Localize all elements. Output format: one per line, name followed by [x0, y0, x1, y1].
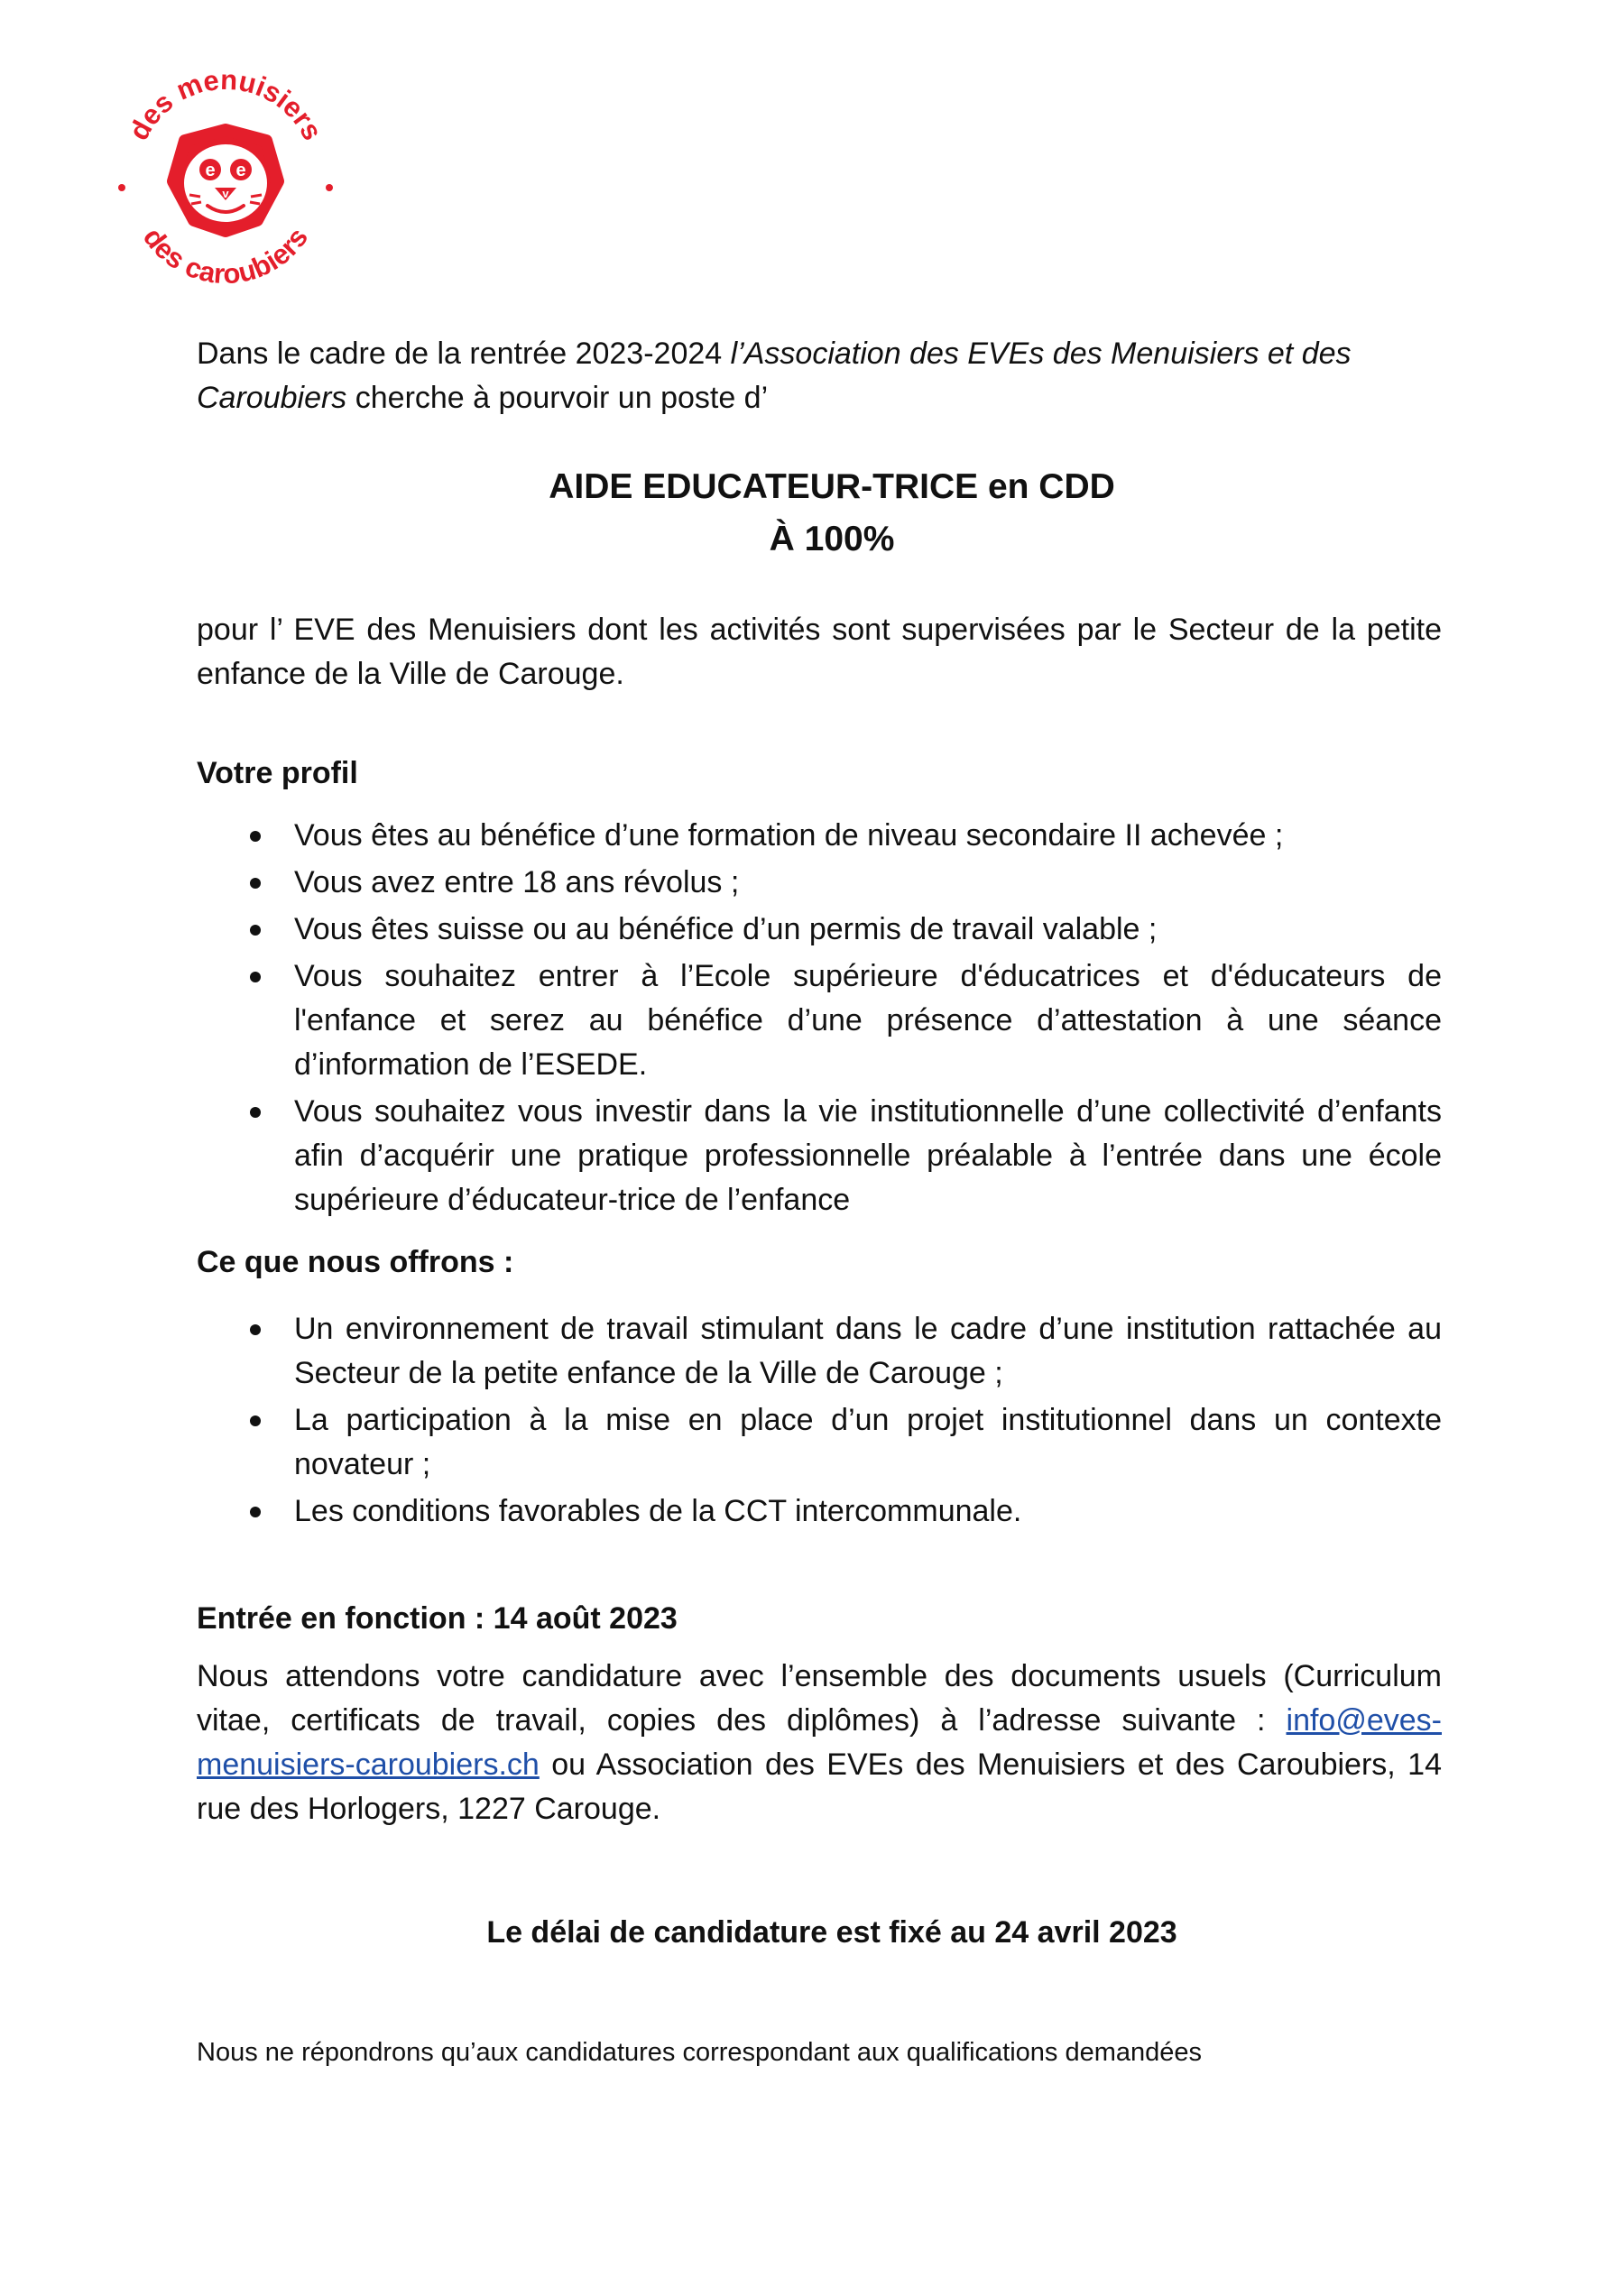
profile-heading: Votre profil	[197, 756, 358, 790]
logo-text-bottom: des caroubiers	[136, 221, 315, 290]
bullet-icon	[250, 925, 261, 936]
logo-dot-left	[118, 184, 125, 191]
list-item: Un environnement de travail stimulant dans le cadre d’une institution rattachée au Secteur de la petite enfance de la Ville de Carouge ;	[197, 1307, 1442, 1396]
footer-note: Nous ne répondrons qu’aux candidatures correspondant aux qualifications demandées	[197, 2038, 1203, 2067]
email-link[interactable]: info@eves-menuisiers-caroubiers.ch	[197, 1703, 1442, 1782]
bullet-icon	[250, 1324, 261, 1335]
list-item: La participation à la mise en place d’un projet institutionnel dans un contexte novateur ;	[197, 1398, 1442, 1487]
application-paragraph: Nous attendons votre candidature avec l’ensemble des documents usuels (Curriculum vitae, certificats de travail, copies des diplômes) à l’adresse suivante : info@eves-menuisiers-caroubiers.ch ou Association des EVEs des Menuisiers et des Caroubiers, 14 rue des Horlogers, 1227 Carouge.	[197, 1659, 1442, 1826]
list-item: Vous êtes suisse ou au bénéfice d’un permis de travail valable ;	[197, 908, 1442, 952]
bullet-icon	[250, 1507, 261, 1517]
intro-lead: Dans le cadre de la rentrée 2023-2024	[197, 337, 731, 371]
svg-text:e: e	[205, 161, 216, 180]
list-item: Vous avez entre 18 ans révolus ;	[197, 861, 1442, 905]
job-title-line1: AIDE EDUCATEUR-TRICE en CDD	[549, 467, 1115, 506]
intro-tail: cherche à pourvoir un poste d’	[346, 381, 769, 415]
bullet-icon	[250, 831, 261, 842]
association-logo	[108, 51, 343, 294]
logo-text-top: des menuisiers	[122, 63, 329, 146]
list-item: Les conditions favorables de la CCT intercommunale.	[197, 1489, 1442, 1534]
association-name: l’Association des EVEs des Menuisiers et des Caroubiers	[197, 337, 1352, 415]
offer-heading: Ce que nous offrons :	[197, 1245, 514, 1279]
svg-text:e: e	[235, 161, 246, 180]
job-title-line2: À 100%	[769, 520, 895, 558]
intro-paragraph	[197, 332, 1442, 420]
deadline-notice: Le délai de candidature est fixé au 24 avril 2023	[486, 1915, 1177, 1950]
list-item: Vous êtes au bénéfice d’une formation de niveau secondaire II achevée ;	[197, 814, 1442, 858]
list-item: Vous souhaitez vous investir dans la vie institutionnelle d’une collectivité d’enfants afin d’acquérir une pratique professionnelle préalable à l’entrée dans une école supérieure d’éducateur-trice de l’enfance	[197, 1090, 1442, 1222]
bullet-icon	[250, 972, 261, 982]
lion-face-icon	[173, 130, 278, 231]
logo-dot-right	[326, 184, 333, 191]
job-title	[222, 461, 1442, 566]
svg-text:v: v	[222, 187, 229, 200]
list-item: Vous souhaitez entrer à l’Ecole supérieure d'éducatrices et d'éducateurs de l'enfance et serez au bénéfice d’une présence d’attestation à une séance d’information de l’ESEDE.	[197, 954, 1442, 1087]
document-body	[197, 332, 1442, 2070]
offer-list	[197, 1307, 1442, 1534]
bullet-icon	[250, 1415, 261, 1426]
description-paragraph: pour l’ EVE des Menuisiers dont les activités sont supervisées par le Secteur de la petite enfance de la Ville de Carouge.	[197, 613, 1442, 691]
bullet-icon	[250, 1107, 261, 1118]
entry-heading: Entrée en fonction : 14 août 2023	[197, 1601, 678, 1636]
profile-list	[197, 814, 1442, 1222]
bullet-icon	[250, 878, 261, 889]
